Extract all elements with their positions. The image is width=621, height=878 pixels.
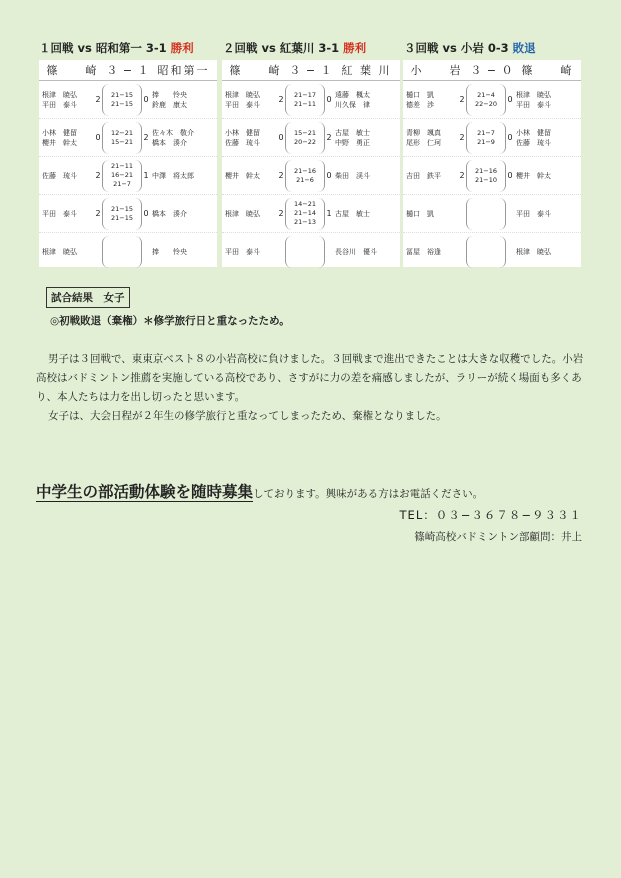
player-name: 遠藤 楓太 <box>335 90 370 99</box>
set-score: 12−21 <box>111 128 133 137</box>
left-players <box>403 247 458 257</box>
left-players <box>39 247 94 257</box>
player-name: 櫻井 幹太 <box>225 171 260 180</box>
tel-number: TEL：０３−３６７８−９３３１ <box>399 508 582 522</box>
set-score: 21−15 <box>111 213 133 222</box>
left-games: 2 <box>278 209 284 218</box>
team-right: 篠 崎 <box>521 64 574 77</box>
set-score: 15−21 <box>294 128 316 137</box>
recruit-line <box>36 480 483 502</box>
player-name: 佐藤 琉斗 <box>42 171 77 180</box>
player-name: 小林 健留 <box>42 128 77 137</box>
player-name: 根津 暁弘 <box>516 247 551 256</box>
match-table-1 <box>39 60 217 267</box>
player-name: 中澤 将太郎 <box>152 171 194 180</box>
player-name: 古屋 敏士 <box>335 128 370 137</box>
set-score: 21−10 <box>475 175 497 184</box>
player-name: 小林 健留 <box>225 128 260 137</box>
player-name: 中野 勇正 <box>335 138 370 147</box>
match-table-3 <box>403 60 581 267</box>
set-scores <box>285 198 325 230</box>
recruit-title: 中学生の部活動体験を随時募集 <box>36 483 254 501</box>
left-games: 2 <box>95 171 101 180</box>
set-score: 14−21 <box>294 200 316 208</box>
match-header-2 <box>223 40 366 56</box>
left-games: 0 <box>278 133 284 142</box>
match-row <box>39 119 217 157</box>
player-name: 捧 怜央 <box>152 247 187 256</box>
right-players <box>514 209 570 219</box>
match-result: 敗退 <box>512 41 536 55</box>
player-name: 青柳 颯真 <box>406 128 441 137</box>
match-table-2 <box>222 60 400 267</box>
set-score: 21−4 <box>477 90 495 99</box>
match-row <box>403 119 581 157</box>
match-title: ２回戦 vs 紅葉川 <box>223 41 319 55</box>
player-name: 根津 暁弘 <box>225 90 260 99</box>
right-games: 1 <box>143 171 149 180</box>
match-row <box>403 157 581 195</box>
right-games: 0 <box>143 95 149 104</box>
left-games: 2 <box>95 209 101 218</box>
player-name: 小林 健留 <box>516 128 551 137</box>
team-right: 紅 葉 川 <box>341 64 392 77</box>
left-players <box>403 90 458 110</box>
set-score: 21−16 <box>475 166 497 175</box>
left-players <box>403 171 458 181</box>
match-row <box>222 195 400 233</box>
right-games: 0 <box>507 171 513 180</box>
set-score: 15−21 <box>111 137 133 146</box>
match-score: 3-1 <box>318 41 340 55</box>
set-score: 21−15 <box>111 99 133 108</box>
right-players <box>333 209 389 219</box>
team-left: 小 岩 <box>410 64 463 77</box>
player-name: 樋口 凱 <box>406 209 434 218</box>
player-name: 柴田 渓斗 <box>335 171 370 180</box>
player-name: 捧 怜央 <box>152 90 187 99</box>
set-score: 21−16 <box>294 166 316 175</box>
set-score: 21−14 <box>294 209 316 217</box>
set-score: 21−6 <box>296 175 314 184</box>
right-games: 2 <box>143 133 149 142</box>
set-scores <box>102 84 142 116</box>
right-players <box>333 128 389 148</box>
match-row <box>39 233 217 270</box>
report-paragraph: 男子は３回戦で、東東京ベスト８の小岩高校に負けました。３回戦まで進出できたことは大きな収穫でした。小岩高校はバドミントン推薦を実施している高校であり、さすがに力の差を痛感しましたが、ラリーが続く場面も多くあり、本人たちは力を出し切ったと思います。 <box>36 353 584 403</box>
set-scores <box>285 84 325 116</box>
left-players <box>39 171 94 181</box>
player-name: 佐藤 琉斗 <box>516 138 551 147</box>
report-paragraph: 女子は、大会日程が２年生の修学旅行と重なってしまったため、棄権となりました。 <box>48 410 447 422</box>
set-score: 21−7 <box>477 128 495 137</box>
match-row <box>403 233 581 270</box>
right-players <box>150 128 206 148</box>
player-name: 平田 泰斗 <box>516 100 551 109</box>
right-games: 0 <box>507 133 513 142</box>
set-score: 21−11 <box>294 99 316 108</box>
table-header <box>222 60 400 81</box>
match-header-3 <box>404 40 536 56</box>
player-name: 平田 泰斗 <box>42 209 77 218</box>
player-name: 古屋 敏士 <box>335 209 370 218</box>
match-result: 勝利 <box>343 41 367 55</box>
left-players <box>39 90 94 110</box>
team-left: 篠 崎 <box>229 64 282 77</box>
right-players <box>150 247 206 257</box>
set-scores <box>466 122 506 154</box>
contact-name: 篠崎高校バドミントン部顧問：井上 <box>414 531 582 543</box>
set-scores <box>466 236 506 268</box>
set-score: 21−7 <box>113 180 131 188</box>
match-score: 3-1 <box>145 41 167 55</box>
left-games: 2 <box>278 171 284 180</box>
player-name: 橋本 湊介 <box>152 138 187 147</box>
player-name: 平田 泰斗 <box>225 100 260 109</box>
set-scores <box>102 236 142 268</box>
set-scores <box>285 160 325 192</box>
set-score: 20−22 <box>294 137 316 146</box>
team-left: 篠 崎 <box>46 64 99 77</box>
set-scores <box>102 198 142 230</box>
left-games: 2 <box>459 171 465 180</box>
player-name: 吉田 鉄平 <box>406 171 441 180</box>
set-scores <box>285 122 325 154</box>
player-name: 德差 渉 <box>406 100 434 109</box>
match-row <box>222 157 400 195</box>
set-scores <box>466 198 506 230</box>
right-players <box>333 247 389 257</box>
right-players <box>514 90 570 110</box>
player-name: 根津 暁弘 <box>516 90 551 99</box>
left-players <box>403 128 458 148</box>
left-players <box>222 90 277 110</box>
player-name: 川久保 律 <box>335 100 370 109</box>
player-name: 平田 泰斗 <box>225 247 260 256</box>
player-name: 平田 泰斗 <box>516 209 551 218</box>
player-name: 根津 暁弘 <box>225 209 260 218</box>
team-score: ３ − ０ <box>470 64 514 77</box>
left-games: 2 <box>459 133 465 142</box>
left-games: 2 <box>95 95 101 104</box>
recruit-text: しております。興味がある方はお電話ください。 <box>253 488 484 500</box>
match-row <box>39 81 217 119</box>
match-title: １回戦 vs 昭和第一 <box>39 41 146 55</box>
player-name: 櫻井 幹太 <box>42 138 77 147</box>
right-players <box>150 209 206 219</box>
set-scores <box>102 122 142 154</box>
match-header-1 <box>39 40 194 56</box>
table-header <box>39 60 217 81</box>
set-score: 21−15 <box>111 204 133 213</box>
set-score: 22−20 <box>475 99 497 108</box>
match-row <box>222 119 400 157</box>
left-games: 2 <box>278 95 284 104</box>
set-score: 21−9 <box>477 137 495 146</box>
right-players <box>150 171 206 181</box>
left-players <box>403 209 458 219</box>
right-players <box>514 247 570 257</box>
team-score: ３ − １ <box>289 64 333 77</box>
match-row <box>222 81 400 119</box>
set-scores <box>466 160 506 192</box>
set-scores <box>102 160 142 192</box>
player-name: 佐藤 琉斗 <box>225 138 260 147</box>
player-name: 尾形 仁珂 <box>406 138 441 147</box>
left-players <box>222 209 277 219</box>
right-games: 0 <box>326 171 332 180</box>
right-games: 0 <box>507 95 513 104</box>
left-games: 0 <box>95 133 101 142</box>
set-score: 21−15 <box>111 90 133 99</box>
table-header <box>403 60 581 81</box>
player-name: 冨屋 裕逢 <box>406 247 441 256</box>
right-players <box>150 90 206 110</box>
match-score: 0-3 <box>487 41 509 55</box>
set-score: 16−21 <box>111 171 133 179</box>
match-row <box>39 157 217 195</box>
results-line: ◎初戦敗退（棄権）＊修学旅行日と重なったため。 <box>50 315 290 327</box>
right-players <box>514 128 570 148</box>
set-score: 21−11 <box>111 162 133 170</box>
match-title: ３回戦 vs 小岩 <box>404 41 488 55</box>
set-scores <box>466 84 506 116</box>
match-row <box>403 195 581 233</box>
player-name: 根津 暁弘 <box>42 247 77 256</box>
match-row <box>403 81 581 119</box>
player-name: 根津 暁弘 <box>42 90 77 99</box>
right-players <box>333 171 389 181</box>
player-name: 櫻井 幹太 <box>516 171 551 180</box>
left-players <box>39 128 94 148</box>
player-name: 長谷川 優斗 <box>335 247 377 256</box>
player-name: 平田 泰斗 <box>42 100 77 109</box>
set-score: 21−13 <box>294 218 316 226</box>
left-players <box>39 209 94 219</box>
left-games: 2 <box>459 95 465 104</box>
player-name: 樋口 凱 <box>406 90 434 99</box>
results-heading: 試合結果 女子 <box>46 287 130 308</box>
player-name: 佐々木 敬介 <box>152 128 194 137</box>
right-players <box>514 171 570 181</box>
player-name: 橋本 湊介 <box>152 209 187 218</box>
right-players <box>333 90 389 110</box>
left-players <box>222 128 277 148</box>
left-players <box>222 171 277 181</box>
team-right: 昭和第一 <box>157 64 210 77</box>
match-row <box>39 195 217 233</box>
left-players <box>222 247 277 257</box>
right-games: 2 <box>326 133 332 142</box>
set-scores <box>285 236 325 268</box>
right-games: 0 <box>326 95 332 104</box>
match-row <box>222 233 400 270</box>
right-games: 1 <box>326 209 332 218</box>
right-games: 0 <box>143 209 149 218</box>
report-text <box>36 350 591 426</box>
team-score: ３ − １ <box>106 64 150 77</box>
player-name: 鈴鹿 康太 <box>152 100 187 109</box>
set-score: 21−17 <box>294 90 316 99</box>
match-result: 勝利 <box>170 41 194 55</box>
